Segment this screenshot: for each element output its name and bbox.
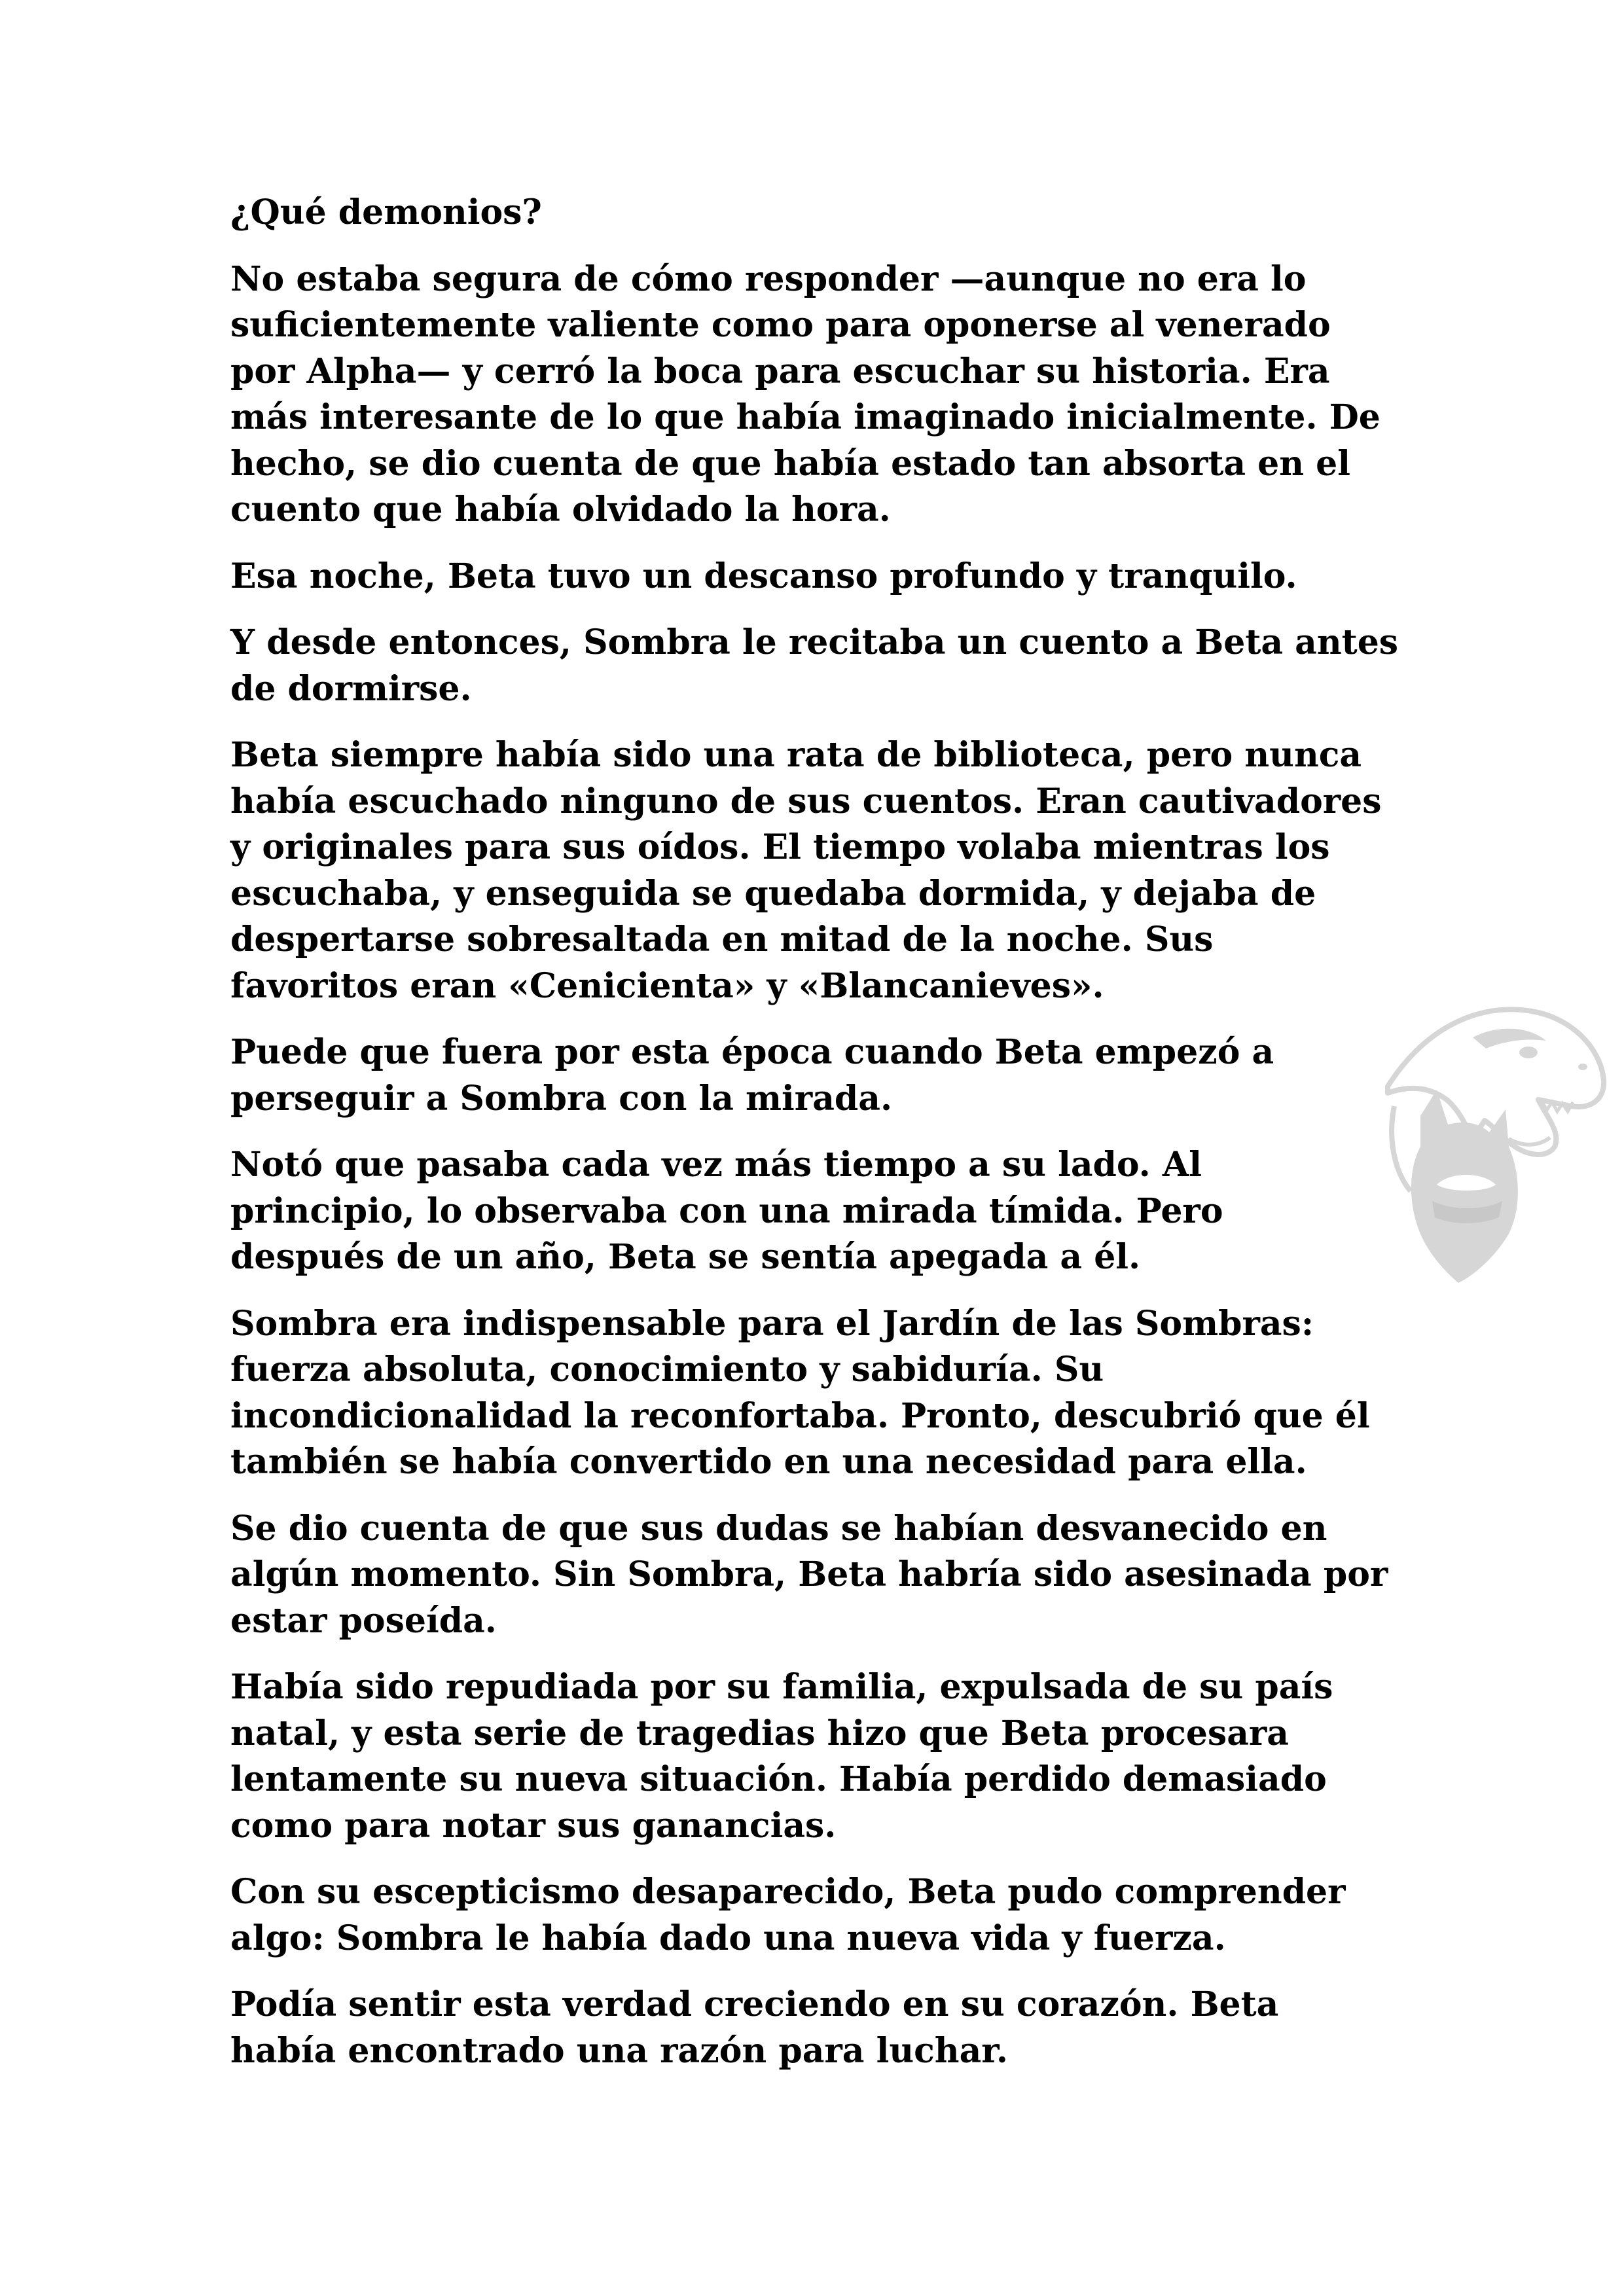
paragraph-12: Podía sentir esta verdad creciendo en su corazón. Beta había encontrado una razón para luchar. — [230, 1984, 1279, 2071]
paragraph-9: Se dio cuenta de que sus dudas se habían desvanecido en algún momento. Sin Sombra, Beta habría sido asesinada por estar poseída. — [230, 1508, 1388, 1641]
paragraph-5: Beta siempre había sido una rata de biblioteca, pero nunca había escuchado ninguno de sus cuentos. Eran cautivadores y originales para sus oídos. El tiempo volaba mientras los escuchaba, y enseguida se quedaba dormida, y dejaba de despertarse sobresaltada en mitad de la noche. Sus favoritos eran «Cenicienta» y «Blancanieves». — [230, 735, 1382, 1006]
paragraph-8: Sombra era indispensable para el Jardín de las Sombras: fuerza absoluta, conocimiento y sabiduría. Su incondicionalidad la reconfortaba. Pronto, descubrió que él también se había convertido en una necesidad para ella. — [230, 1303, 1370, 1482]
paragraph-3: Esa noche, Beta tuvo un descanso profundo y tranquilo. — [230, 556, 1297, 596]
paragraph-6: Puede que fuera por esta época cuando Beta empezó a perseguir a Sombra con la mirada. — [230, 1032, 1274, 1119]
paragraph-7: Notó que pasaba cada vez más tiempo a su lado. Al principio, lo observaba con una mirada tímida. Pero después de un año, Beta se sentía apegada a él. — [230, 1145, 1223, 1277]
dinosaur-shadow-logo-icon — [1375, 975, 1617, 1289]
paragraph-1: ¿Qué demonios? — [230, 192, 542, 232]
paragraph-4: Y desde entonces, Sombra le recitaba un cuento a Beta antes de dormirse. — [230, 622, 1399, 709]
body-text — [230, 190, 1415, 2094]
paragraph-2: No estaba segura de cómo responder —aunque no era lo suficientemente valiente como para oponerse al venerado por Alpha— y cerró la boca para escuchar su historia. Era más interesante de lo que había imaginado inicialmente. De hecho, se dio cuenta de que había estado tan absorta en el cuento que había olvidado la hora. — [230, 259, 1380, 529]
paragraph-10: Había sido repudiada por su familia, expulsada de su país natal, y esta serie de tragedias hizo que Beta procesara lentamente su nueva situación. Había perdido demasiado como para notar sus ganancias. — [230, 1667, 1333, 1846]
paragraph-11: Con su escepticismo desaparecido, Beta pudo comprender algo: Sombra le había dado una nueva vida y fuerza. — [230, 1872, 1346, 1958]
